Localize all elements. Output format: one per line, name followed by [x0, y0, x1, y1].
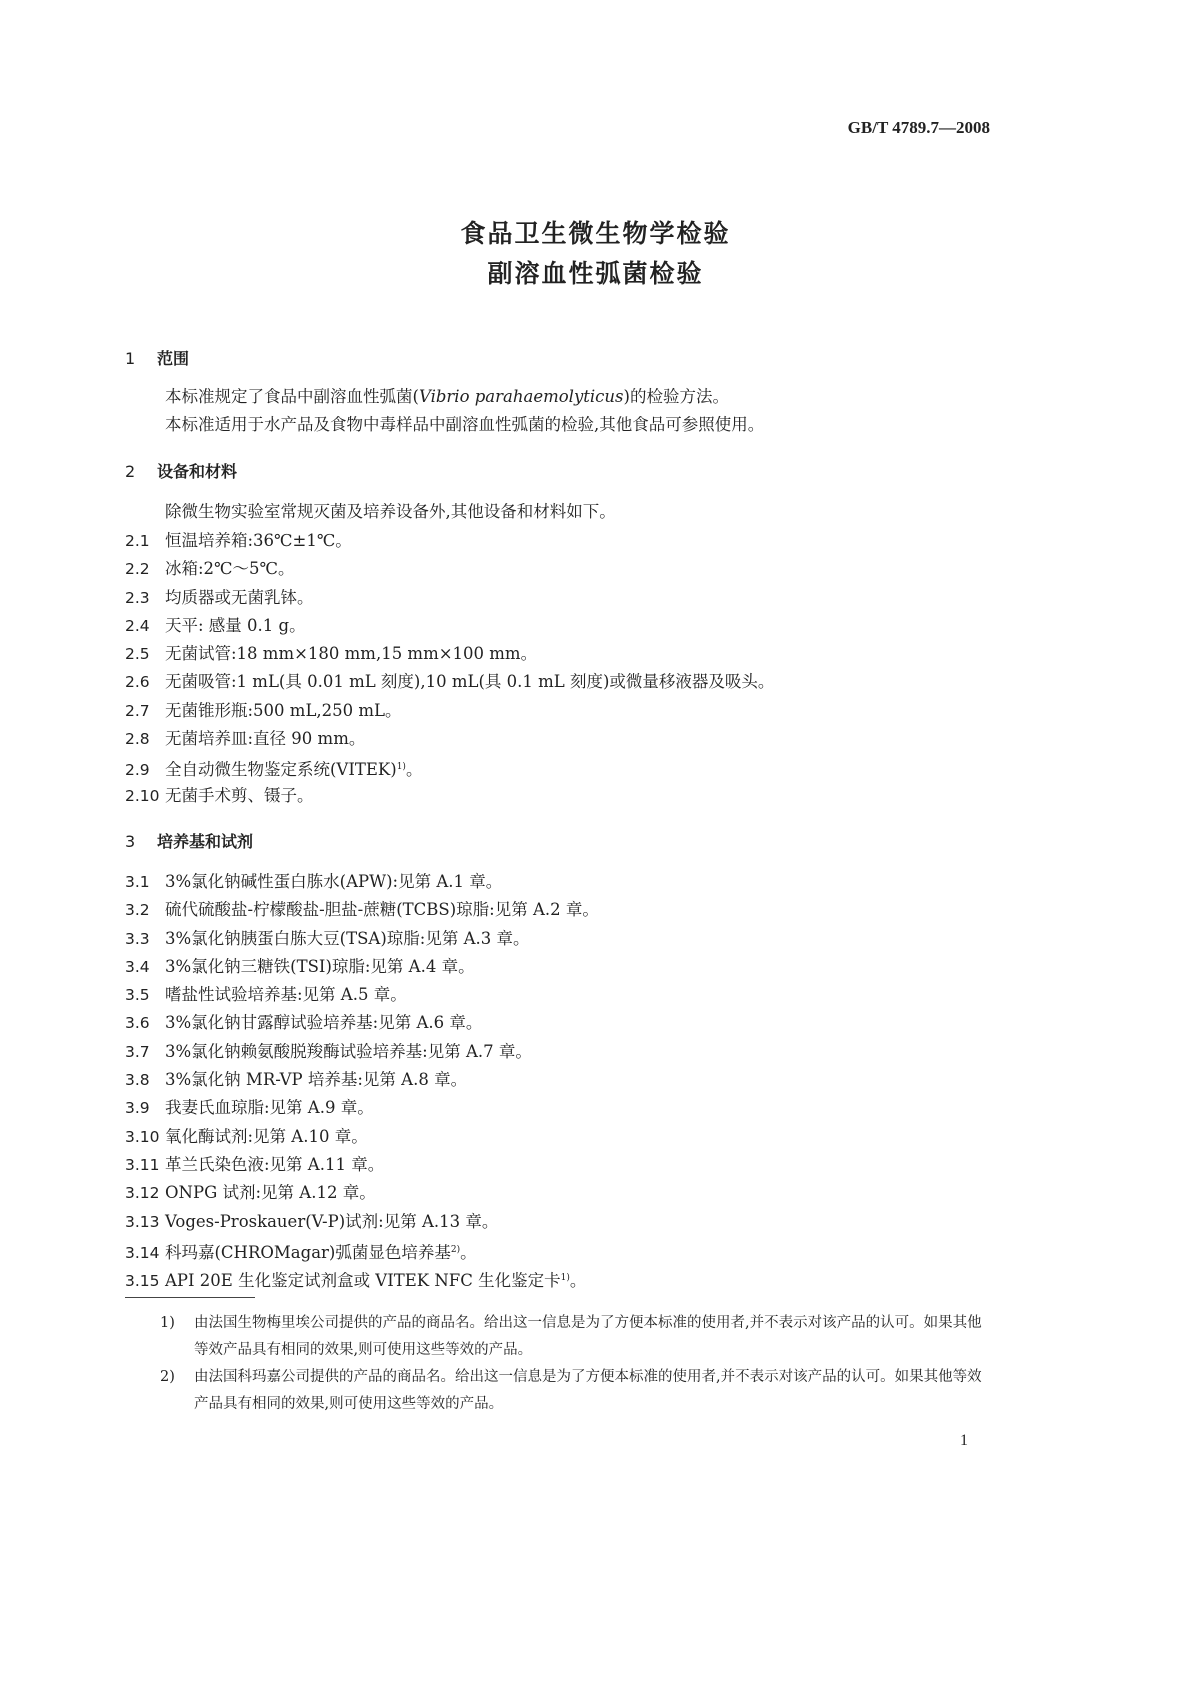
- item-number: 3.9: [125, 1099, 150, 1118]
- list-item: [125, 725, 774, 753]
- item-text: API 20E 生化鉴定试剂盒或 VITEK NFC 生化鉴定卡: [165, 1271, 561, 1291]
- list-item: [125, 981, 599, 1009]
- page-number: 1: [960, 1432, 968, 1449]
- section-intro: 除微生物实验室常规灭菌及培养设备外,其他设备和材料如下。: [165, 502, 616, 521]
- list-item: [125, 697, 774, 725]
- item-text: Voges-Proskauer(V-P)试剂:见第 A.13 章。: [165, 1211, 499, 1231]
- footnote-text: 由法国科玛嘉公司提供的产品的商品名。给出这一信息是为了方便本标准的使用者,并不表示对该产品的认可。如果其他等效产品具有相同的效果,则可使用这些等效的产品。: [194, 1369, 982, 1412]
- equipment-list: [125, 527, 774, 810]
- item-text: 均质器或无菌乳钵。: [165, 587, 314, 607]
- section-heading: [125, 459, 237, 482]
- list-item: [125, 612, 774, 640]
- section-number: 2: [125, 462, 136, 481]
- section-number: 3: [125, 832, 136, 851]
- item-text: 全自动微生物鉴定系统(VITEK): [165, 760, 397, 780]
- item-number: 2.9: [125, 761, 150, 780]
- document-subtitle: 副溶血性弧菌检验: [487, 259, 704, 288]
- section-number: 1: [125, 349, 136, 368]
- item-text: 革兰氏染色液:见第 A.11 章。: [165, 1154, 385, 1174]
- item-tail: 。: [569, 1271, 587, 1291]
- item-text: 3%氯化钠碱性蛋白胨水(APW):见第 A.1 章。: [165, 872, 503, 891]
- item-text: 无菌试管:18 mm×180 mm,15 mm×100 mm。: [165, 644, 538, 664]
- list-item: [125, 1066, 599, 1094]
- item-number: 2.2: [125, 560, 150, 579]
- text: 本标准规定了食品中副溶血性弧菌(: [165, 387, 419, 406]
- paragraph: [165, 383, 764, 411]
- list-item: [125, 953, 599, 981]
- list-item: [125, 555, 774, 583]
- footnote-number: 1): [160, 1315, 175, 1331]
- list-item: [125, 1264, 599, 1292]
- item-tail: 。: [460, 1242, 477, 1262]
- item-number: 3.2: [125, 901, 150, 920]
- item-number: 3.13: [125, 1212, 160, 1231]
- list-item: [125, 584, 774, 612]
- item-text: 3%氯化钠 MR-VP 培养基:见第 A.8 章。: [165, 1070, 468, 1090]
- item-number: 2.3: [125, 588, 150, 607]
- section-title: 范围: [157, 349, 190, 368]
- item-number: 3.1: [125, 873, 150, 891]
- reagent-list: [125, 868, 599, 1292]
- item-text: 3%氯化钠甘露醇试验培养基:见第 A.6 章。: [165, 1013, 483, 1033]
- item-number: 3.15: [125, 1272, 160, 1291]
- section-heading: [125, 346, 189, 369]
- item-number: 3.7: [125, 1042, 150, 1061]
- item-text: 无菌培养皿:直径 90 mm。: [165, 729, 366, 749]
- item-text: 无菌锥形瓶:500 mL,250 mL。: [165, 700, 402, 720]
- item-text: 科玛嘉(CHROMagar)弧菌显色培养基: [165, 1242, 451, 1262]
- item-number: 2.1: [125, 532, 150, 550]
- item-text: 无菌吸管:1 mL(具 0.01 mL 刻度),10 mL(具 0.1 mL 刻度)或微量移液器及吸头。: [165, 672, 775, 692]
- list-item: [125, 1094, 599, 1122]
- item-text: 无菌手术剪、镊子。: [165, 785, 314, 805]
- item-text: ONPG 试剂:见第 A.12 章。: [165, 1183, 376, 1203]
- item-number: 3.8: [125, 1071, 150, 1090]
- footnote-text: 由法国生物梅里埃公司提供的产品的商品名。给出这一信息是为了方便本标准的使用者,并不表示对该产品的认可。如果其他等效产品具有相同的效果,则可使用这些等效的产品。: [194, 1315, 982, 1358]
- list-item: [125, 925, 599, 953]
- item-text: 3%氯化钠三糖铁(TSI)琼脂:见第 A.4 章。: [165, 956, 475, 976]
- list-item: [125, 1236, 599, 1264]
- list-item: [125, 1179, 599, 1207]
- item-number: 3.3: [125, 929, 150, 948]
- section-heading: [125, 829, 253, 852]
- list-item: [125, 782, 774, 810]
- item-number: 3.6: [125, 1014, 150, 1033]
- list-item: [125, 753, 774, 781]
- item-number: 3.11: [125, 1155, 160, 1174]
- item-number: 2.6: [125, 673, 150, 692]
- footnote-ref: 2): [450, 1244, 461, 1255]
- item-number: 2.8: [125, 730, 150, 749]
- item-number: 2.5: [125, 645, 150, 664]
- item-text: 恒温培养箱:36℃±1℃。: [165, 531, 352, 550]
- item-number: 3.12: [125, 1184, 160, 1203]
- list-item: [125, 1009, 599, 1037]
- section-title: 设备和材料: [157, 462, 238, 481]
- item-number: 3.14: [125, 1243, 160, 1262]
- footnote-number: 2): [160, 1369, 175, 1385]
- footnote: [160, 1310, 990, 1364]
- item-tail: 。: [405, 760, 423, 780]
- item-text: 硫代硫酸盐-柠檬酸盐-胆盐-蔗糖(TCBS)琼脂:见第 A.2 章。: [165, 900, 599, 920]
- section-1-body: [165, 383, 764, 439]
- item-text: 天平: 感量 0.1 g。: [165, 615, 306, 635]
- footnote-ref: 1): [396, 762, 406, 773]
- item-text: 冰箱:2℃～5℃。: [165, 559, 295, 579]
- footnote: [160, 1364, 990, 1418]
- item-number: 2.4: [125, 616, 150, 635]
- section-title: 培养基和试剂: [157, 832, 254, 851]
- item-number: 2.10: [125, 786, 160, 805]
- item-text: 嗜盐性试验培养基:见第 A.5 章。: [165, 985, 407, 1005]
- item-text: 3%氯化钠赖氨酸脱羧酶试验培养基:见第 A.7 章。: [165, 1041, 532, 1061]
- list-item: [125, 1038, 599, 1066]
- list-item: [125, 640, 774, 668]
- species-name: Vibrio parahaemolyticus: [418, 387, 624, 406]
- item-number: 3.5: [125, 986, 150, 1005]
- item-number: 2.7: [125, 701, 150, 720]
- footnote-divider: [125, 1297, 255, 1298]
- item-text: 3%氯化钠胰蛋白胨大豆(TSA)琼脂:见第 A.3 章。: [165, 928, 530, 948]
- text: 本标准适用于水产品及食物中毒样品中副溶血性弧菌的检验,其他食品可参照使用。: [165, 415, 765, 434]
- list-item: [125, 1208, 599, 1236]
- list-item: [125, 868, 599, 896]
- footnote-ref: 1): [560, 1273, 570, 1284]
- list-item: [125, 668, 774, 696]
- item-text: 氧化酶试剂:见第 A.10 章。: [165, 1126, 368, 1146]
- item-text: 我妻氏血琼脂:见第 A.9 章。: [165, 1098, 374, 1118]
- paragraph: [165, 411, 764, 439]
- list-item: [125, 896, 599, 924]
- list-item: [125, 1123, 599, 1151]
- item-number: 3.4: [125, 957, 150, 976]
- list-item: [125, 527, 774, 555]
- document-title: 食品卫生微生物学检验: [460, 219, 731, 248]
- text: )的检验方法。: [623, 387, 729, 406]
- standard-number: GB/T 4789.7—2008: [847, 118, 990, 137]
- list-item: [125, 1151, 599, 1179]
- item-number: 3.10: [125, 1127, 160, 1146]
